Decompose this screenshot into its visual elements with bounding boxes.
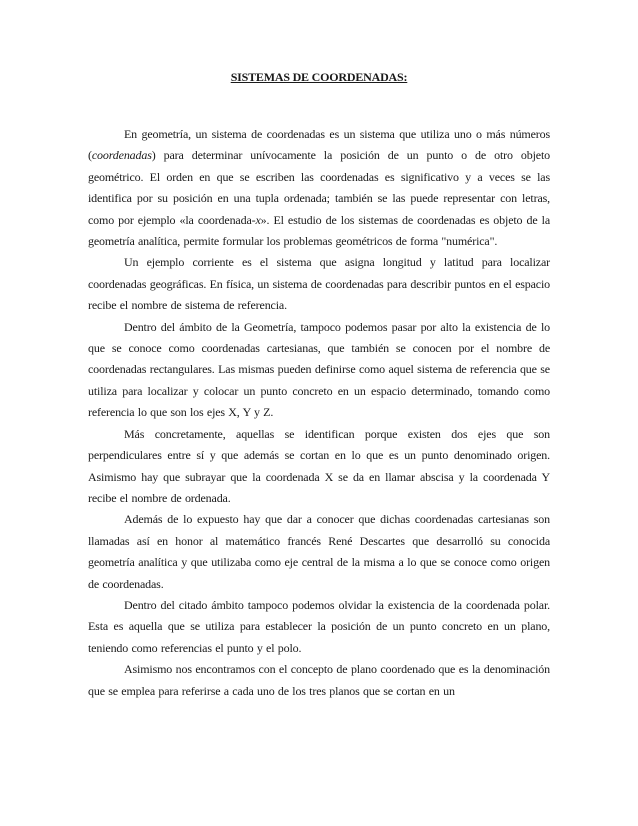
paragraph-intro-emphasis-x: x	[255, 212, 261, 227]
paragraph-intro-text-1: En geometría, un sistema de coordenadas es un sistema que utiliza uno o más números (	[88, 127, 550, 163]
paragraph-geographic: Un ejemplo corriente es el sistema que asigna longitud y latitud para localizar coordenadas geográficas. En física, un sistema de coordenadas para describir puntos en el espacio recibe el nombre de sistema de referencia.	[88, 255, 550, 313]
paragraph-axes: Más concretamente, aquellas se identifican porque existen dos ejes que son perpendiculares entre sí y que además se cortan en lo que es un punto denominado origen. Asimismo hay que subrayar que la coordenada X se da en llamar abscisa y la coordenada Y recibe el nombre de ordenada.	[88, 426, 550, 505]
paragraph-cartesian: Dentro del ámbito de la Geometría, tampoco podemos pasar por alto la existencia de lo que se conoce como coordenadas cartesianas, que también se conocen por el nombre de coordenadas rectangulares. Las mismas pueden definirse como aquel sistema de referencia que se utiliza para localizar y colocar un punto concreto en un espacio determinado, tomando como referencia lo que son los ejes X, Y y Z.	[88, 319, 550, 420]
paragraph-plane: Asimismo nos encontramos con el concepto de plano coordenado que es la denominación que se emplea para referirse a cada uno de los tres planos que se cortan en un	[88, 662, 550, 698]
paragraph-descartes: Además de lo expuesto hay que dar a conocer que dichas coordenadas cartesianas son llamadas así en honor al matemático francés René Descartes que desarrolló su conocida geometría analítica y que utilizaba como eje central de la misma a lo que se conoce como origen de coordenadas.	[88, 512, 550, 591]
paragraph-intro-text-3: ». El estudio de los sistemas de coordenadas es objeto de la geometría analítica, permite formular los problemas geométricos de forma "numérica".	[88, 212, 550, 249]
paragraph-intro-emphasis-coordenadas: coordenadas	[91, 148, 152, 163]
page-title: SISTEMAS DE COORDENADAS:	[230, 70, 408, 84]
paragraph-intro-text-2: ) para determinar unívocamente la posición de un punto o de otro objeto geométrico. El orden en que se escriben las coordenadas es significativo y a veces se las identifica por su posición en una tupla ordenada; también se las puede representar con letras, como por ejemplo «la coordenada-	[88, 148, 550, 227]
document-body	[88, 124, 550, 702]
paragraph-polar: Dentro del citado ámbito tampoco podemos olvidar la existencia de la coordenada polar. Esta es aquella que se utiliza para establecer la posición de un punto concreto en un plano, teniendo como referencias el punto y el polo.	[88, 597, 550, 655]
paragraph-intro	[88, 124, 550, 252]
